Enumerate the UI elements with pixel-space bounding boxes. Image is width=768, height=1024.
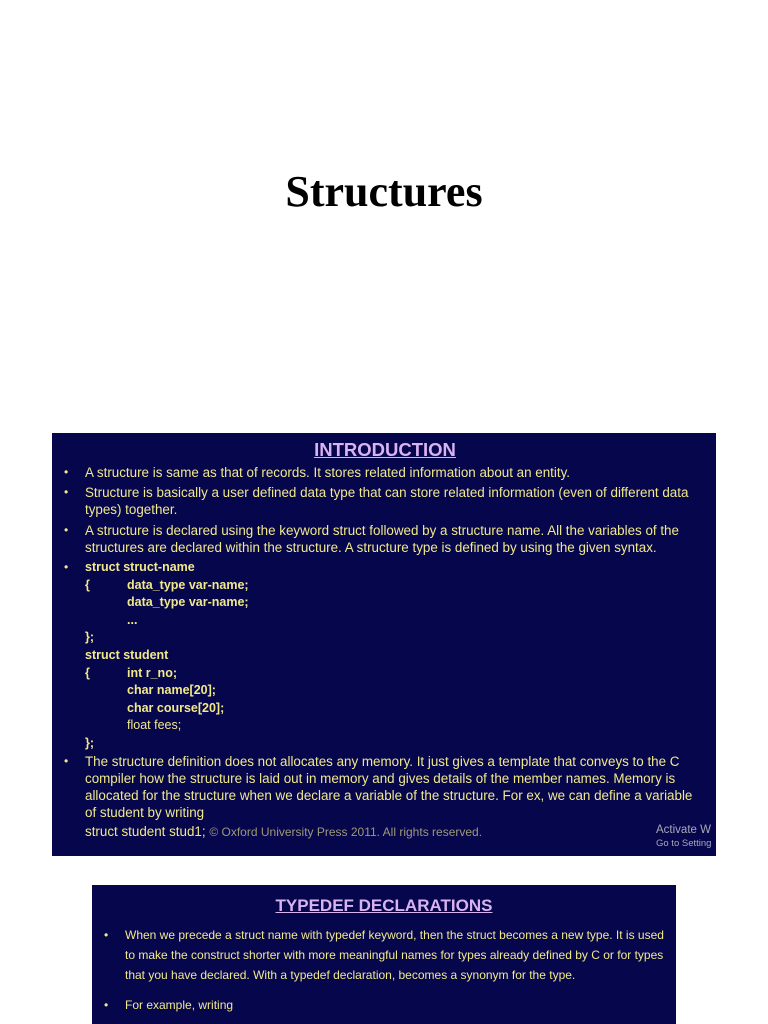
slide-footer <box>64 823 706 841</box>
code-line: data_type var-name; <box>127 595 249 610</box>
code-brace: { <box>85 665 90 680</box>
code-line: char name[20]; <box>127 683 216 698</box>
bullet-list <box>64 464 706 821</box>
footer-code: struct student stud1; <box>85 824 206 840</box>
code-line: }; <box>85 630 95 645</box>
activate-windows-watermark <box>656 824 716 850</box>
slide-heading: INTRODUCTION <box>314 439 456 460</box>
bullet-item: • A structure is same as that of records. It stores related information about an entity. <box>64 464 706 481</box>
slide-introduction <box>52 433 716 856</box>
code-text: data_type var-name; <box>127 577 249 592</box>
watermark-line: Activate W <box>656 824 711 836</box>
bullet-item: • Structure is basically a user defined data type that can store related information (even of different data types) together. <box>64 484 706 518</box>
bullet-item: • For example, writing <box>104 995 664 1015</box>
watermark-line: Go to Setting <box>656 838 712 849</box>
page-title: Structures <box>285 167 483 216</box>
bullet-item: • A structure is declared using the keyword struct followed by a structure name. All the variables of the structures are declared within the structure. A structure type is defined by using the given syntax. <box>64 522 706 556</box>
code-line: struct student <box>85 647 169 662</box>
bullet-list <box>104 925 664 1015</box>
code-text: int r_no; <box>127 665 177 680</box>
code-line <box>85 577 706 595</box>
bullet-item: • The structure definition does not allocates any memory. It just gives a template that conveys to the C compiler how the structure is laid out in memory and gives details of the member names. Memory is allocated for the structure when we declare a variable of the structure. For ex, we can define a variable of student by writing <box>64 753 706 822</box>
slide-heading: TYPEDEF DECLARATIONS <box>275 896 493 915</box>
code-line: }; <box>85 735 95 750</box>
copyright-text: © Oxford University Press 2011. All rights reserved. <box>209 825 483 840</box>
code-line: ... <box>127 612 138 627</box>
slide-typedef <box>92 885 676 1024</box>
code-line <box>85 665 706 683</box>
code-line: float fees; <box>127 718 182 733</box>
code-line: • struct struct-name <box>85 560 195 575</box>
bullet-item: • When we precede a struct name with typedef keyword, then the struct becomes a new type. It is used to make the construct shorter with more meaningful names for types already defined by C or for types that you have declared. With a typedef declaration, becomes a synonym for the type. <box>104 925 664 985</box>
code-line: char course[20]; <box>127 700 225 715</box>
code-brace: { <box>85 577 90 592</box>
code-block <box>85 559 706 753</box>
bullet-item-code <box>64 559 706 753</box>
